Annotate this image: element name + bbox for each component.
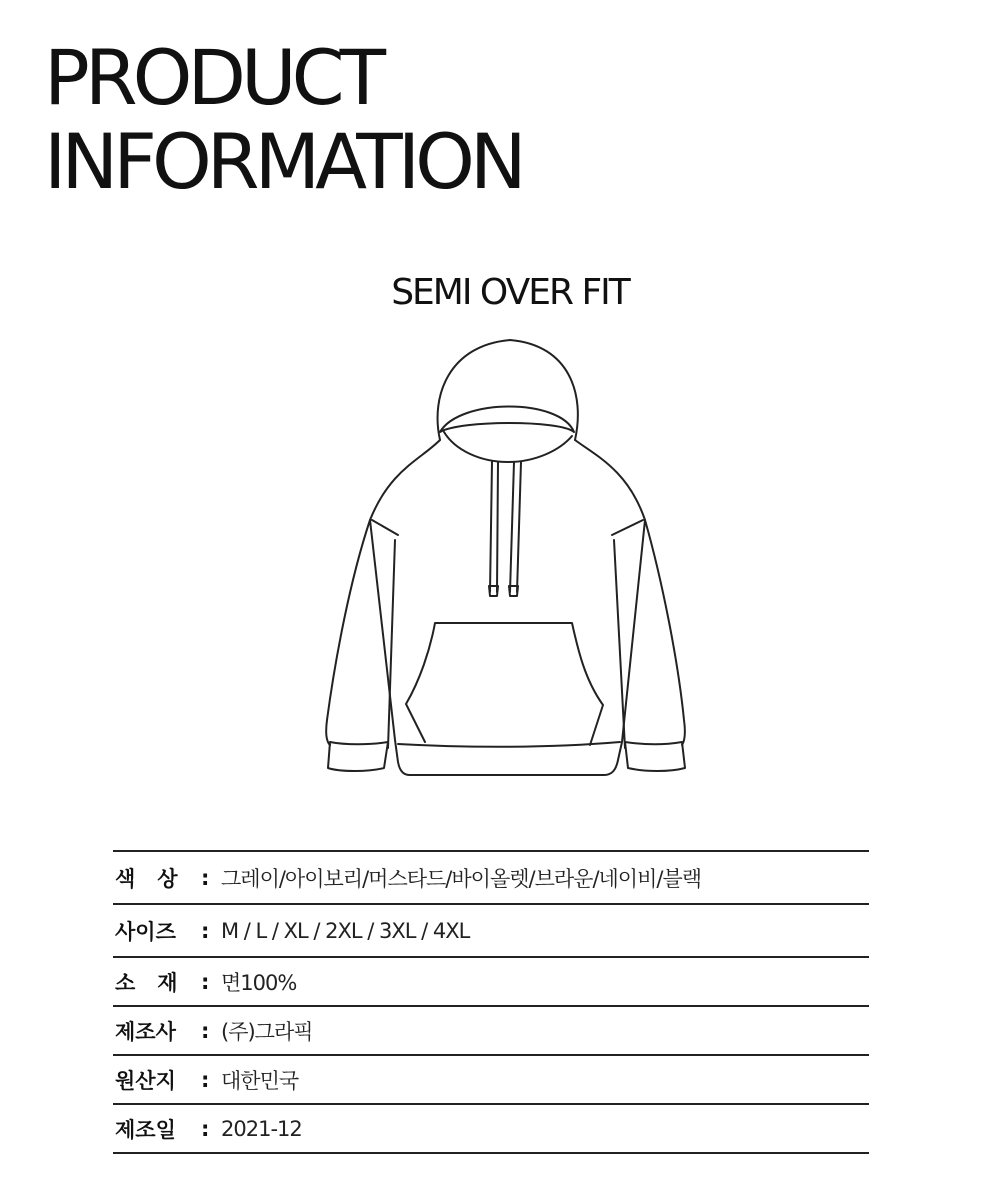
left-sleeve-seam (372, 520, 398, 535)
info-value-color: 그레이/아이보리/머스타드/바이올렛/브라운/네이비/블랙 (221, 866, 702, 891)
info-value-origin: 대한민국 (221, 1068, 299, 1093)
info-row-material (113, 958, 869, 1007)
right-sleeve (645, 520, 685, 745)
info-label-size: 사이즈 (115, 919, 176, 944)
kangaroo-pocket (406, 623, 603, 745)
info-separator: : (201, 1018, 210, 1043)
info-label-material: 소 재 (115, 970, 178, 995)
info-value-size: M / L / XL / 2XL / 3XL / 4XL (221, 918, 470, 943)
info-value-manufacture-date: 2021-12 (221, 1116, 302, 1141)
left-cuff (328, 742, 388, 771)
product-info-table (113, 850, 869, 1154)
drawstring-tips (489, 586, 518, 596)
hoodie-icon (316, 334, 696, 782)
drawstring-right (510, 462, 521, 592)
page-title (44, 33, 522, 206)
fit-label: SEMI OVER FIT (391, 272, 629, 313)
page-title-line-2: INFORMATION (44, 117, 522, 206)
info-label-color: 색 상 (115, 866, 178, 891)
info-separator: : (201, 865, 210, 890)
info-separator: : (201, 918, 210, 943)
info-separator: : (201, 969, 210, 994)
info-row-manufacturer (113, 1007, 869, 1056)
right-sleeve-inner (614, 540, 625, 748)
info-label-manufacture-date: 제조일 (115, 1117, 176, 1142)
hood-outline (438, 340, 578, 440)
info-label-manufacturer: 제조사 (115, 1019, 176, 1044)
right-sleeve-seam (612, 520, 643, 535)
info-value-manufacturer: (주)그라픽 (221, 1019, 313, 1044)
page-title-line-1: PRODUCT (44, 33, 382, 122)
right-cuff (625, 742, 685, 771)
info-separator: : (201, 1116, 210, 1141)
info-separator: : (201, 1067, 210, 1092)
hood-opening (440, 407, 574, 433)
info-label-origin: 원산지 (115, 1068, 176, 1093)
info-value-material: 면100% (221, 970, 297, 995)
info-row-color (113, 852, 869, 905)
info-row-manufacture-date (113, 1105, 869, 1154)
body-outline (370, 440, 645, 775)
drawstring-left (490, 462, 498, 592)
left-sleeve (326, 520, 370, 745)
info-row-origin (113, 1056, 869, 1105)
waistband (398, 742, 620, 747)
hood-lining (444, 432, 572, 462)
info-row-size (113, 905, 869, 958)
